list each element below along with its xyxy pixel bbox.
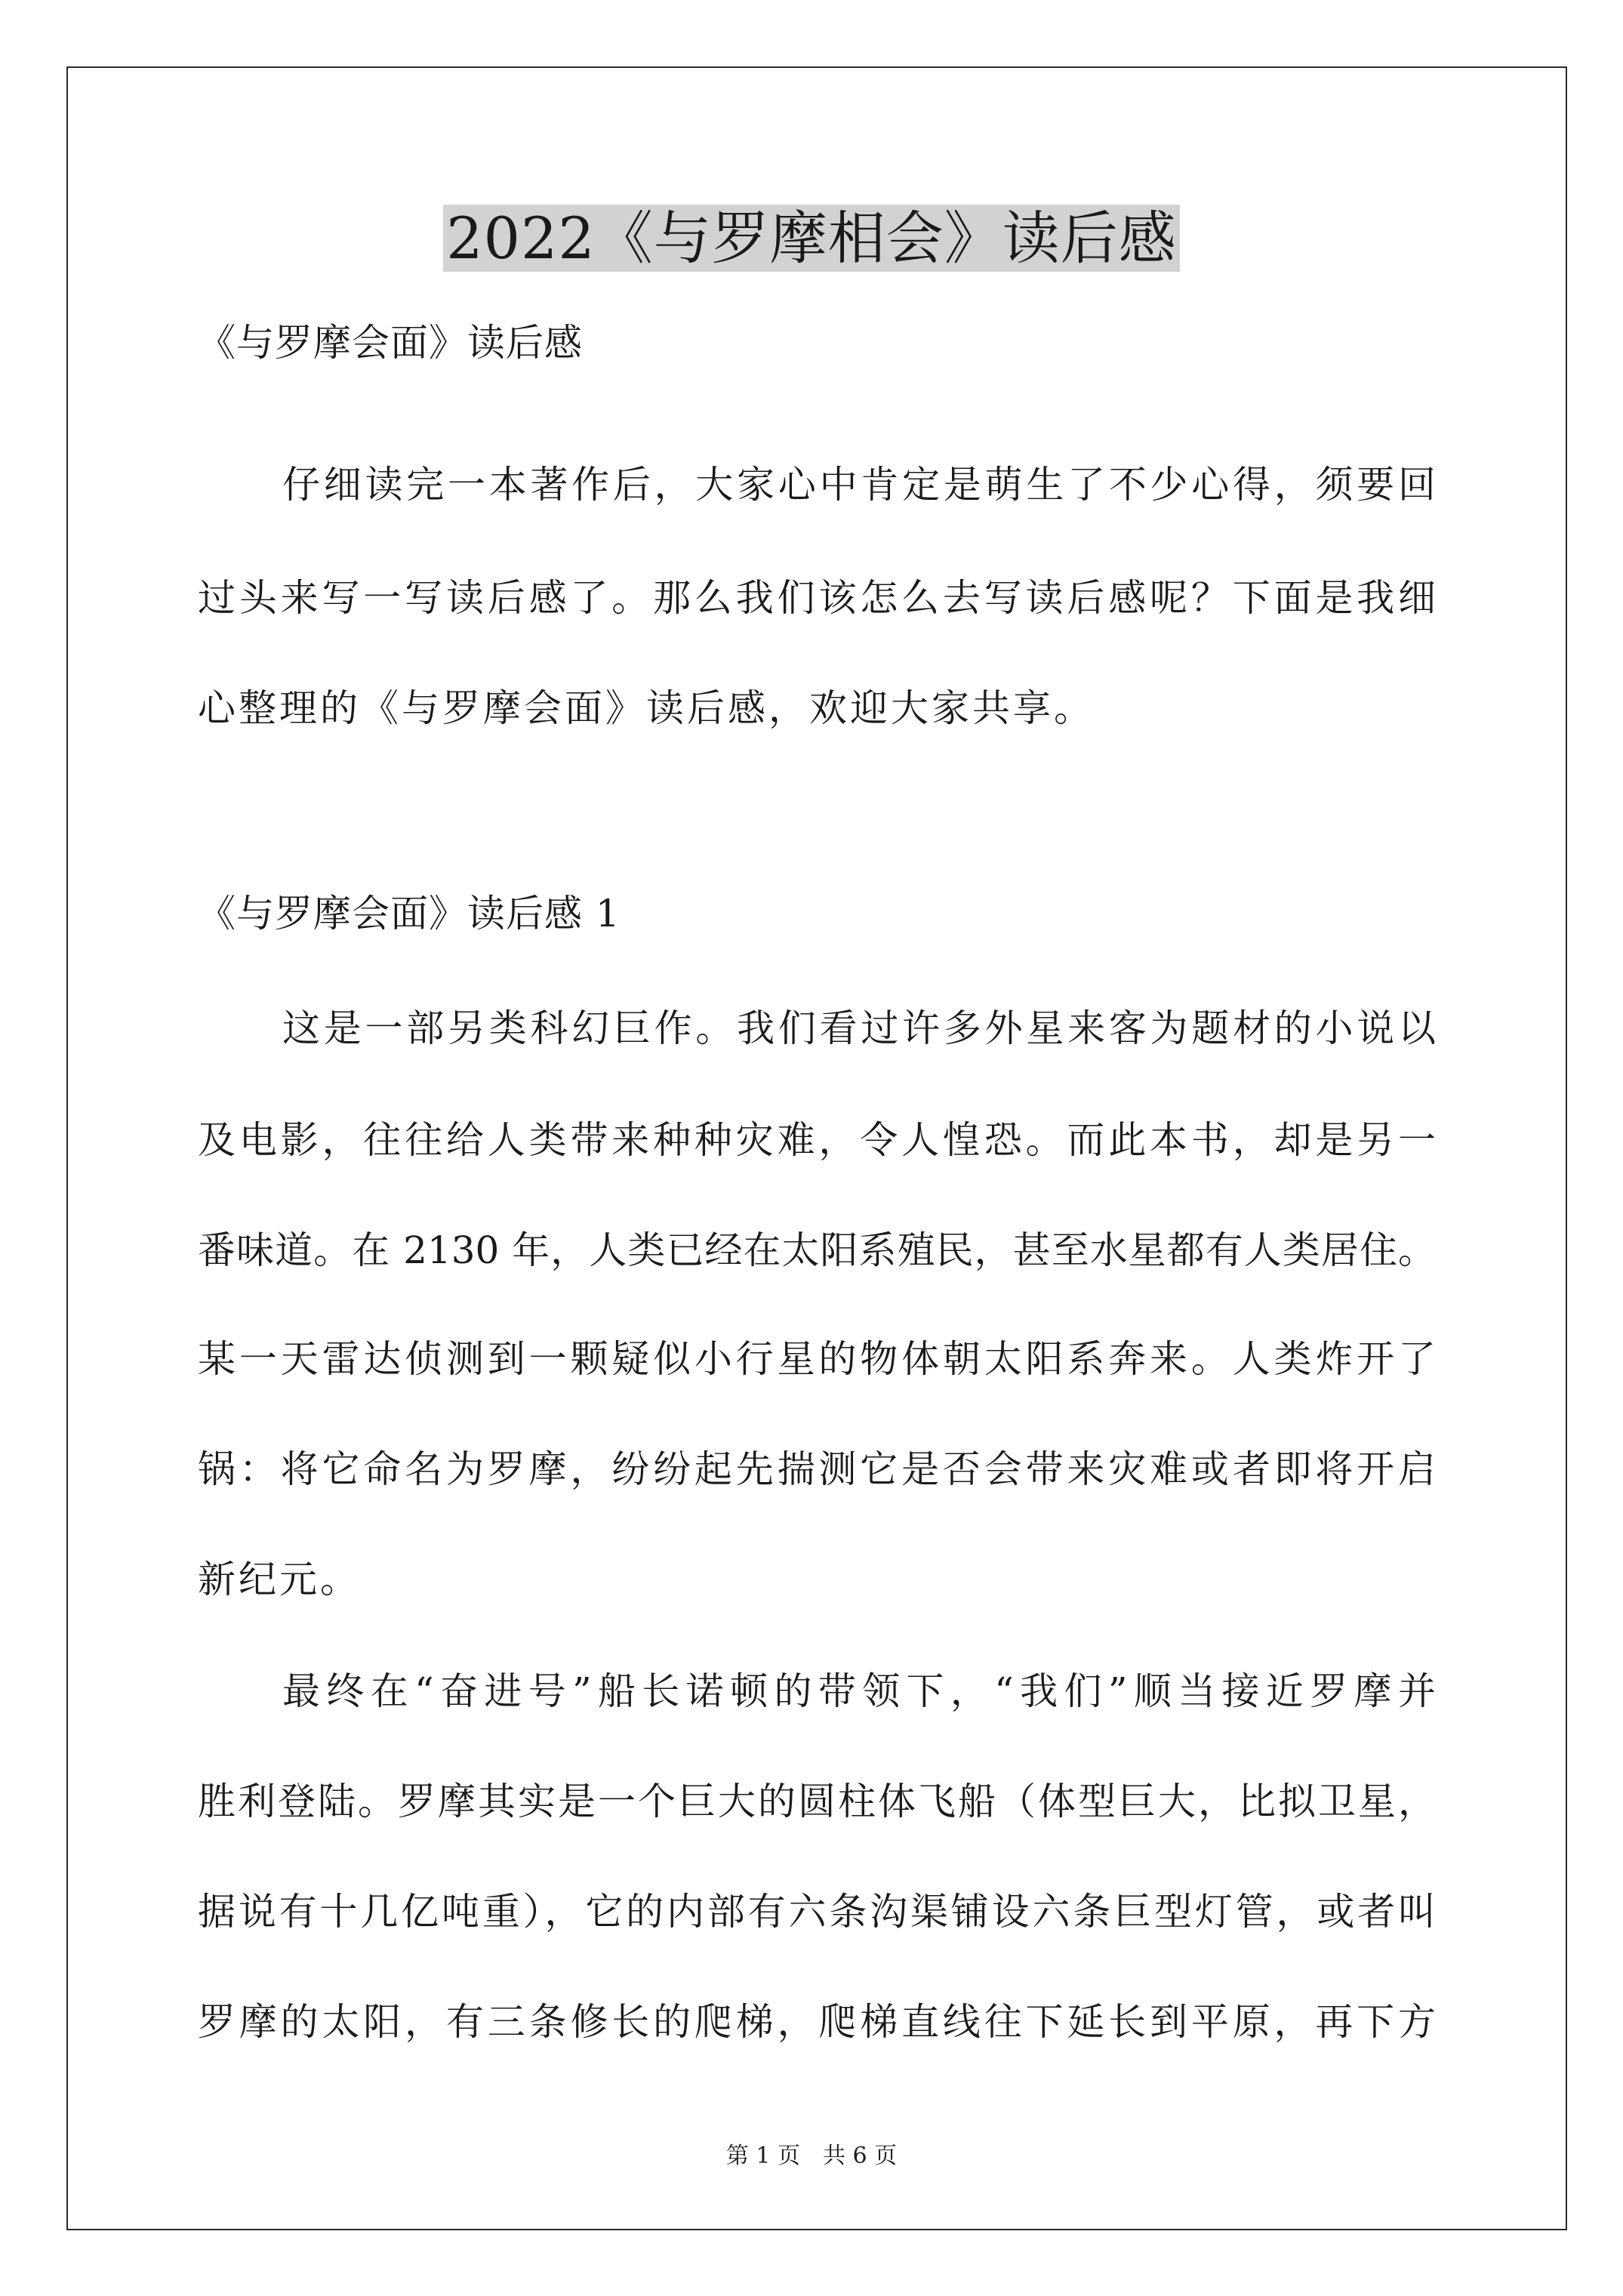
page-number: 第 1 页 共 6 页 bbox=[725, 2143, 898, 2169]
document-title-text: 2022《与罗摩相会》读后感 bbox=[443, 205, 1179, 272]
section-heading: 《与罗摩会面》读后感 bbox=[198, 321, 583, 365]
paragraph1-line-3: 番味道。在 2130 年，人类已经在太阳系殖民，甚至水星都有人类居住。 bbox=[198, 1228, 1436, 1272]
intro-line-3: 心整理的《与罗摩会面》读后感，欢迎大家共享。 bbox=[198, 686, 1095, 730]
paragraph1-line-1: 这是一部另类科幻巨作。我们看过许多外星来客为题材的小说以 bbox=[282, 1006, 1436, 1050]
paragraph1-line-4: 某一天雷达侦测到一颗疑似小行星的物体朝太阳系奔来。人类炸开了 bbox=[198, 1337, 1436, 1381]
essay-heading: 《与罗摩会面》读后感 1 bbox=[198, 892, 621, 935]
intro-line-2: 过头来写一写读后感了。那么我们该怎么去写读后感呢？下面是我细 bbox=[198, 576, 1436, 620]
paragraph2-line-4: 罗摩的太阳，有三条修长的爬梯，爬梯直线往下延长到平原，再下方 bbox=[198, 2000, 1436, 2044]
paragraph1-line-5: 锅：将它命名为罗摩，纷纷起先揣测它是否会带来灾难或者即将开启 bbox=[198, 1447, 1436, 1491]
paragraph2-line-3: 据说有十几亿吨重），它的内部有六条沟渠铺设六条巨型灯管，或者叫 bbox=[198, 1890, 1436, 1934]
paragraph2-line-1: 最终在“奋进号”船长诺顿的带领下，“我们”顺当接近罗摩并 bbox=[282, 1669, 1436, 1713]
paragraph1-line-6: 新纪元。 bbox=[198, 1558, 361, 1601]
document-title bbox=[0, 201, 1623, 276]
paragraph2-line-2: 胜利登陆。罗摩其实是一个巨大的圆柱体飞船（体型巨大，比拟卫星， bbox=[198, 1780, 1436, 1823]
paragraph1-line-2: 及电影，往往给人类带来种种灾难，令人惶恐。而此本书，却是另一 bbox=[198, 1118, 1436, 1162]
intro-line-1: 仔细读完一本著作后，大家心中肯定是萌生了不少心得，须要回 bbox=[282, 463, 1436, 507]
